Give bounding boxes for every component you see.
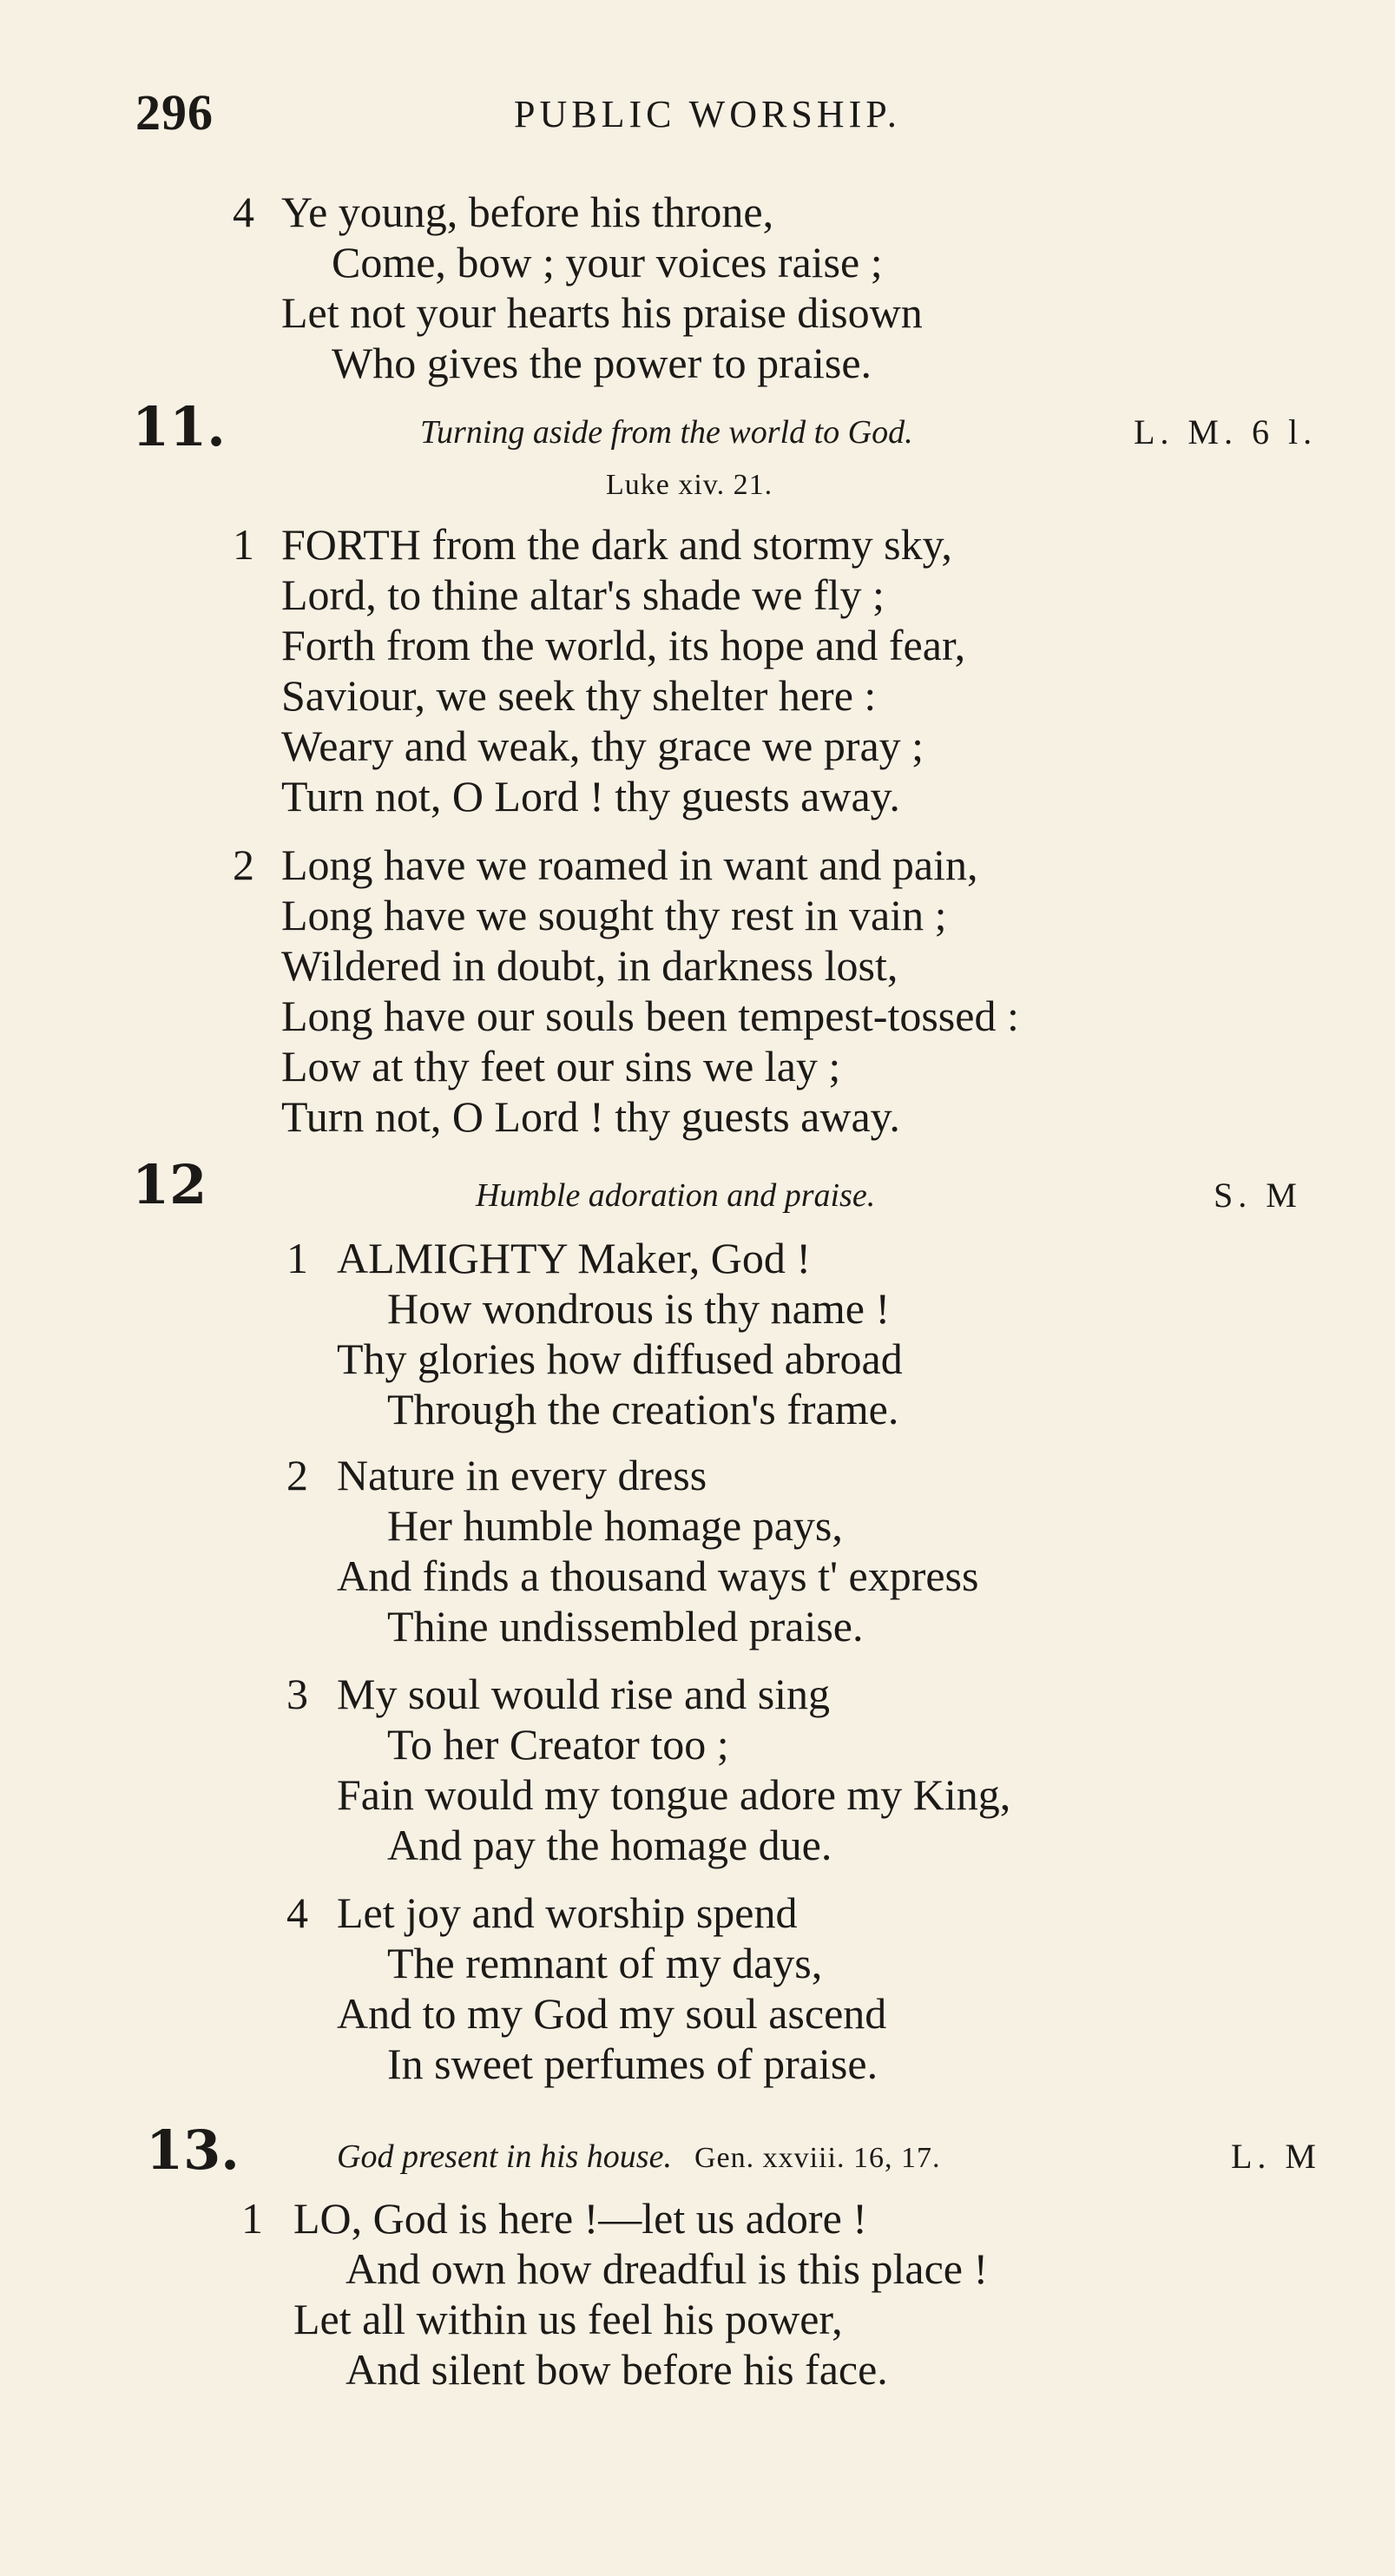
verse-line: Saviour, we seek thy shelter here : [281,671,877,720]
verse-line: Long have we roamed in want and pain, [281,840,978,889]
hymn-title: Humble adoration and praise. [476,1177,876,1214]
verse-line: The remnant of my days, [387,1939,823,1987]
verse-line: And finds a thousand ways t' express [337,1552,979,1600]
verse-line: Through the creation's frame. [387,1385,899,1433]
verse-number: 1 [286,1234,308,1282]
verse-line: LO, God is here !—let us adore ! [293,2194,867,2243]
verse-line: Long have we sought thy rest in vain ; [281,891,947,939]
verse-line: And to my God my soul ascend [337,1989,887,2038]
verse-line: How wondrous is thy name ! [387,1284,891,1333]
verse-line: Let not your hearts his praise disown [281,288,923,337]
verse-number: 3 [286,1670,308,1718]
hymn-title [337,2138,940,2176]
verse-number: 2 [286,1451,308,1499]
verse-line: Thine undissembled praise. [387,1602,864,1650]
verse-line: Who gives the power to praise. [332,339,872,387]
verse-line: ALMIGHTY Maker, God ! [337,1234,812,1282]
verse-line: FORTH from the dark and stormy sky, [281,520,952,569]
hymn-meter: L. M [1231,2137,1321,2176]
verse-line: Turn not, O Lord ! thy guests away. [281,1092,900,1141]
verse-line: Long have our souls been tempest-tossed : [281,992,1019,1040]
verse-line: In sweet perfumes of praise. [387,2039,878,2088]
verse-line: Wildered in doubt, in darkness lost, [281,941,898,990]
verse-line: Ye young, before his throne, [281,188,774,236]
scripture-reference: Luke xiv. 21. [606,469,773,501]
verse-line: Let joy and worship spend [337,1888,798,1937]
verse-line: Turn not, O Lord ! thy guests away. [281,772,900,820]
verse-number: 2 [233,840,254,889]
verse-line: And silent bow before his face. [345,2345,888,2394]
hymn-title-text: God present in his house. [337,2138,672,2175]
running-title: PUBLIC WORSHIP. [514,93,901,135]
verse-line: Her humble homage pays, [387,1501,843,1550]
verse-line: And own how dreadful is this place ! [345,2244,989,2293]
verse-number: 4 [286,1888,308,1937]
hymn-meter: S. M [1214,1176,1302,1215]
verse-number: 1 [233,520,254,569]
verse-line: Thy glories how diffused abroad [337,1334,903,1383]
verse-line: To her Creator too ; [387,1720,729,1769]
verse-line: My soul would rise and sing [337,1670,831,1718]
verse-line: Nature in every dress [337,1451,707,1499]
page-number: 296 [135,84,214,141]
hymn-number: 12 [132,1153,207,1216]
verse-line: Fain would my tongue adore my King, [337,1770,1011,1819]
hymn-number: 13. [146,2118,240,2182]
verse-line: Let all within us feel his power, [293,2295,843,2343]
verse-line: Weary and weak, thy grace we pray ; [281,721,925,770]
verse-number: 1 [241,2194,263,2243]
verse-line: And pay the homage due. [387,1821,832,1869]
verse-line: Low at thy feet our sins we lay ; [281,1042,841,1090]
hymn-number: 11. [132,395,226,458]
verse-line: Forth from the world, its hope and fear, [281,621,966,669]
hymn-title: Turning aside from the world to God. [420,414,913,451]
verse-number: 4 [233,188,254,236]
verse-line: Lord, to thine altar's shade we fly ; [281,570,885,619]
hymn-meter: L. M. 6 l. [1134,412,1318,451]
scripture-reference: Gen. xxviii. 16, 17. [694,2142,941,2174]
verse-line: Come, bow ; your voices raise ; [332,238,883,287]
